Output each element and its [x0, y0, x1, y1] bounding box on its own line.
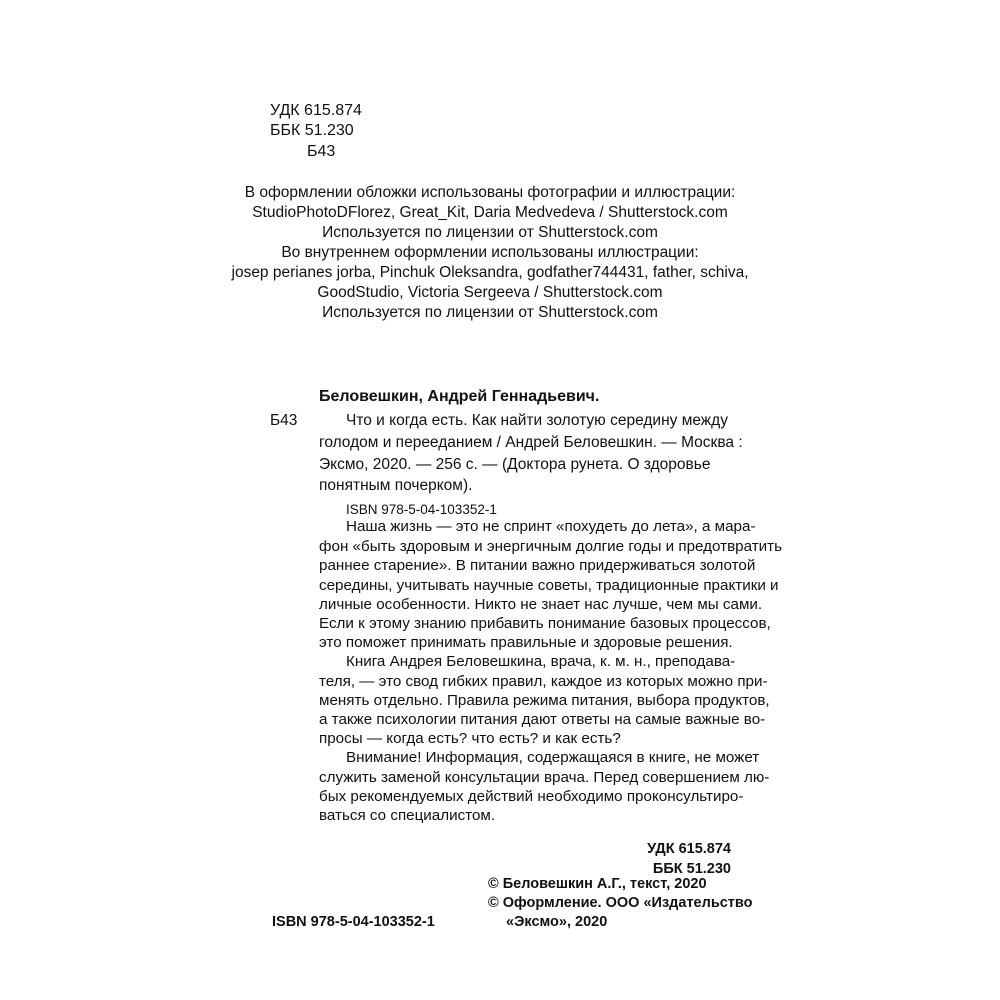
- inner-credit-line: GoodStudio, Victoria Sergeeva / Shutterstock.com: [317, 284, 663, 301]
- bbk-code-right: ББК 51.230: [652, 861, 731, 877]
- inner-credit-line: Используется по лицензии от Shutterstock.com: [322, 304, 658, 321]
- udk-code-right: УДК 615.874: [647, 841, 731, 857]
- catalog-isbn: ISBN 978-5-04-103352-1: [346, 502, 497, 517]
- illustration-credits: [230, 183, 750, 323]
- annotation-line: Если к этому знанию прибавить понимание базовых процессов,: [319, 615, 771, 632]
- inner-credit-line: josep perianes jorba, Pinchuk Oleksandra, godfather744431, father, schiva,: [231, 264, 749, 281]
- annotation-line: раннее старение». В питании важно придерживаться золотой: [319, 557, 756, 574]
- annotation-line: середины, учитывать научные советы, традиционные практики и: [319, 577, 779, 594]
- author-mark: Б43: [270, 412, 298, 429]
- udk-code-top: УДК 615.874: [270, 102, 362, 119]
- annotation-line: фон «быть здоровым и энергичным долгие годы и предотвратить: [319, 538, 783, 555]
- cover-credit-line: StudioPhotoDFlorez, Great_Kit, Daria Medvedeva / Shutterstock.com: [252, 204, 728, 221]
- annotation-line: а также психологии питания дают ответы на самые важные во-: [319, 711, 766, 728]
- cover-credit-line: В оформлении обложки использованы фотографии и иллюстрации:: [244, 184, 736, 201]
- description-line: Эксмо, 2020. — 256 с. — (Доктора рунета. О здоровье: [319, 456, 711, 473]
- annotation-line: бых рекомендуемых действий необходимо проконсультиро-: [319, 788, 744, 805]
- description-line: Что и когда есть. Как найти золотую середину между: [346, 412, 728, 429]
- author-mark-top: Б43: [307, 143, 336, 160]
- description-line: голодом и перееданием / Андрей Беловешкин. — Москва :: [319, 434, 743, 451]
- annotation-line: теля, — это свод гибких правил, каждое из которых можно при-: [319, 673, 768, 690]
- description-line: понятным почерком).: [319, 477, 473, 494]
- inner-credit-line: Во внутреннем оформлении использованы иллюстрации:: [281, 244, 699, 261]
- isbn-bottom: ISBN 978-5-04-103352-1: [272, 914, 435, 930]
- bbk-code-top: ББК 51.230: [270, 122, 354, 139]
- annotation-line: личные особенности. Никто не знает нас лучше, чем мы сами.: [319, 596, 763, 613]
- copyright-line: © Беловешкин А.Г., текст, 2020: [488, 876, 707, 892]
- annotation-line: Наша жизнь — это не спринт «похудеть до лета», а мара-: [346, 518, 756, 535]
- copyright-line: «Эксмо», 2020: [506, 914, 608, 930]
- annotation-line: Внимание! Информация, содержащаяся в книге, не может: [346, 749, 760, 766]
- cover-credit-line: Используется по лицензии от Shutterstock.com: [322, 224, 658, 241]
- annotation-line: менять отдельно. Правила режима питания, выбора продуктов,: [319, 692, 770, 709]
- annotation-line: Книга Андрея Беловешкина, врача, к. м. н., преподава-: [346, 653, 736, 670]
- annotation-line: ваться со специалистом.: [319, 807, 496, 824]
- annotation-line: просы — когда есть? что есть? и как есть?: [319, 730, 621, 747]
- copyright-line: © Оформление. ООО «Издательство: [488, 895, 753, 911]
- annotation-line: это поможет принимать правильные и здоровые решения.: [319, 634, 733, 651]
- annotation-line: служить заменой консультации врача. Перед совершением лю-: [319, 769, 770, 786]
- author-heading: Беловешкин, Андрей Геннадьевич.: [319, 388, 600, 405]
